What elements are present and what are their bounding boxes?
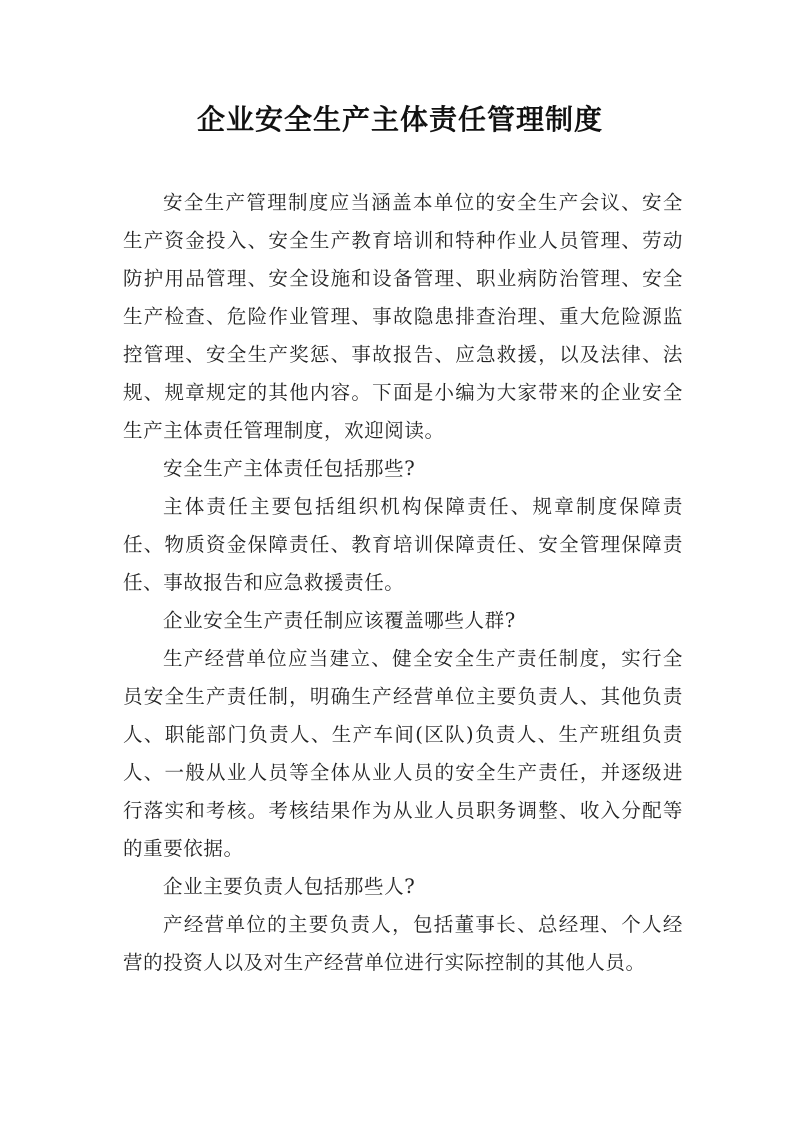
answer-paragraph-2: 生产经营单位应当建立、健全安全生产责任制度，实行全员安全生产责任制，明确生产经营单位主要负责人、其他负责人、职能部门负责人、生产车间(区队)负责人、生产班组负责人、一般从业人员等全体从业人员的安全生产责任，并逐级进行落实和考核。考核结果作为从业人员职务调整、收入分配等的重要依据。 xyxy=(123,647,683,860)
answer-paragraph-3: 产经营单位的主要负责人，包括董事长、总经理、个人经营的投资人以及对生产经营单位进行实际控制的其他人员。 xyxy=(123,913,683,974)
question-heading-1: 安全生产主体责任包括那些? xyxy=(163,457,416,480)
document-title: 企业安全生产主体责任管理制度 xyxy=(196,103,603,136)
question-heading-3: 企业主要负责人包括那些人? xyxy=(163,875,416,898)
answer-paragraph-1: 主体责任主要包括组织机构保障责任、规章制度保障责任、物质资金保障责任、教育培训保障责任、安全管理保障责任、事故报告和应急救援责任。 xyxy=(123,495,683,594)
question-heading-2: 企业安全生产责任制应该覆盖哪些人群? xyxy=(163,609,516,632)
intro-paragraph: 安全生产管理制度应当涵盖本单位的安全生产会议、安全生产资金投入、安全生产教育培训和特种作业人员管理、劳动防护用品管理、安全设施和设备管理、职业病防治管理、安全生产检查、危险作业管理、事故隐患排查治理、重大危险源监控管理、安全生产奖惩、事故报告、应急救援，以及法律、法规、规章规定的其他内容。下面是小编为大家带来的企业安全生产主体责任管理制度，欢迎阅读。 xyxy=(123,191,683,442)
document-body xyxy=(123,184,683,982)
